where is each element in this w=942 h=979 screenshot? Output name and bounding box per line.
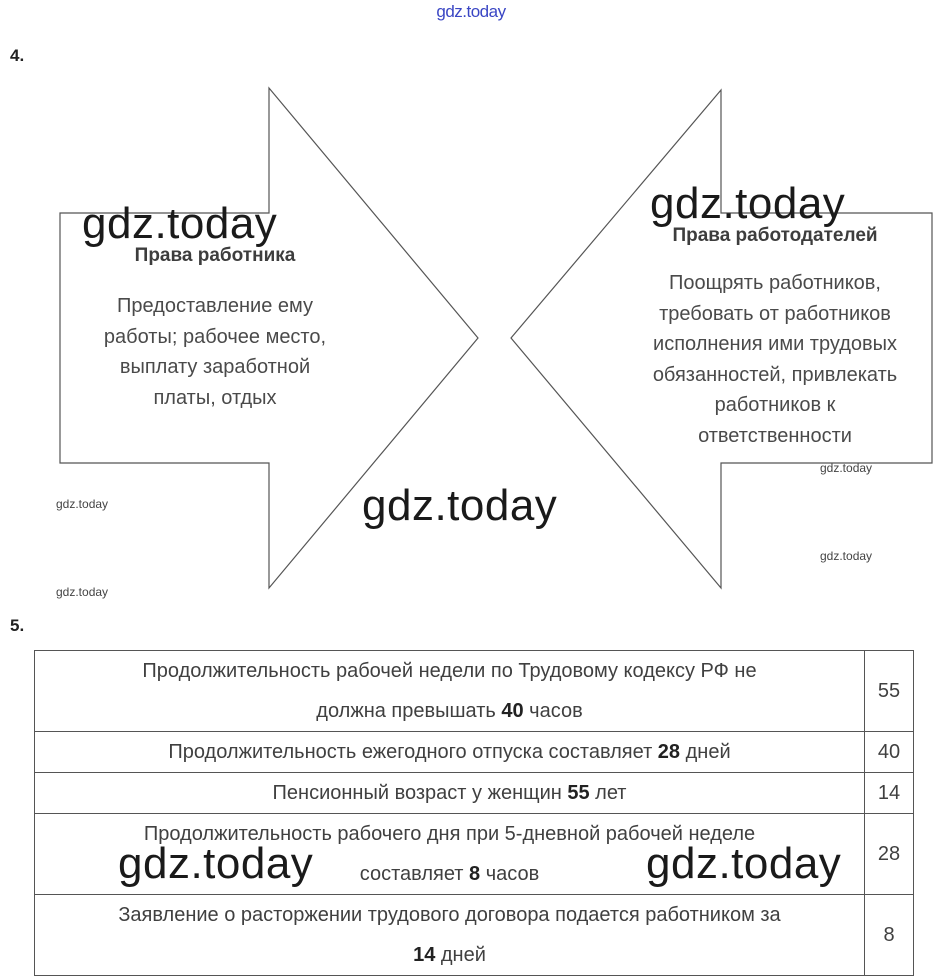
employer-rights-line: обязанностей, привлекать [652,363,898,386]
watermark-big: gdz.today [362,481,558,530]
employer-rights-line: исполнения ими трудовых [653,333,897,355]
table-row [35,773,914,814]
statement-line: Продолжительность рабочего дня при 5-дневной рабочей неделе [143,823,756,845]
worker-rights-title: Права работника [134,245,296,266]
statement-text: Пенсионный возраст у женщин [272,782,568,804]
employer-rights-line: ответственности [698,424,852,447]
statement-cell [35,732,865,773]
statement-cell [35,895,865,976]
value-cell: 28 [865,814,914,895]
watermark-small: gdz.today [820,549,873,563]
facts-table [34,650,914,976]
watermark-small: gdz.today [56,585,109,599]
worker-rights-text [60,291,370,413]
watermark-big: gdz.today [82,199,278,248]
statement-line: Продолжительность рабочей недели по Трудовому кодексу РФ не [142,660,757,682]
employer-rights-line: работников к [714,394,836,416]
worker-rights-line: платы, отдых [153,386,277,409]
value-cell: 40 [865,732,914,773]
statement-number: 14 [413,944,436,966]
employer-rights-line: требовать от работников [659,302,891,325]
statement-text: составляет [359,863,470,885]
statement-cell [35,773,865,814]
value-cell: 14 [865,773,914,814]
worker-rights-line: Предоставление ему [117,295,313,317]
watermark-top: gdz.today [436,2,506,21]
statement-text: дней [680,741,731,763]
statement-text: часов [480,863,540,885]
statement-cell [35,651,865,732]
table-row [35,732,914,773]
statement-number: 55 [567,782,590,804]
employer-rights-text [610,268,940,451]
statement-text: Продолжительность ежегодного отпуска составляет [168,741,658,763]
watermark-big: gdz.today [650,179,846,228]
statement-text: часов [523,700,583,722]
worker-rights-line: выплату заработной [119,356,311,378]
statement-text: лет [589,782,627,804]
watermark-big: gdz.today [118,839,314,888]
statement-text: должна превышать [316,700,502,722]
task-4-number: 4. [10,46,25,65]
statement-number: 8 [469,863,481,885]
watermark-small: gdz.today [820,461,873,475]
table-row [35,895,914,976]
statement-number: 40 [501,700,524,722]
statement-text: дней [435,944,486,966]
worker-rights-line: работы; рабочее место, [103,325,327,348]
watermark-big: gdz.today [646,839,842,888]
value-cell: 8 [865,895,914,976]
statement-line: Заявление о расторжении трудового договора подается работником за [118,904,781,926]
value-cell: 55 [865,651,914,732]
table-row [35,651,914,732]
statement-number: 28 [657,741,681,763]
watermark-small: gdz.today [56,497,109,511]
task-5-number: 5. [10,616,25,635]
employer-rights-line: Поощрять работников, [669,272,881,294]
employer-rights-title: Права работодателей [672,225,878,246]
